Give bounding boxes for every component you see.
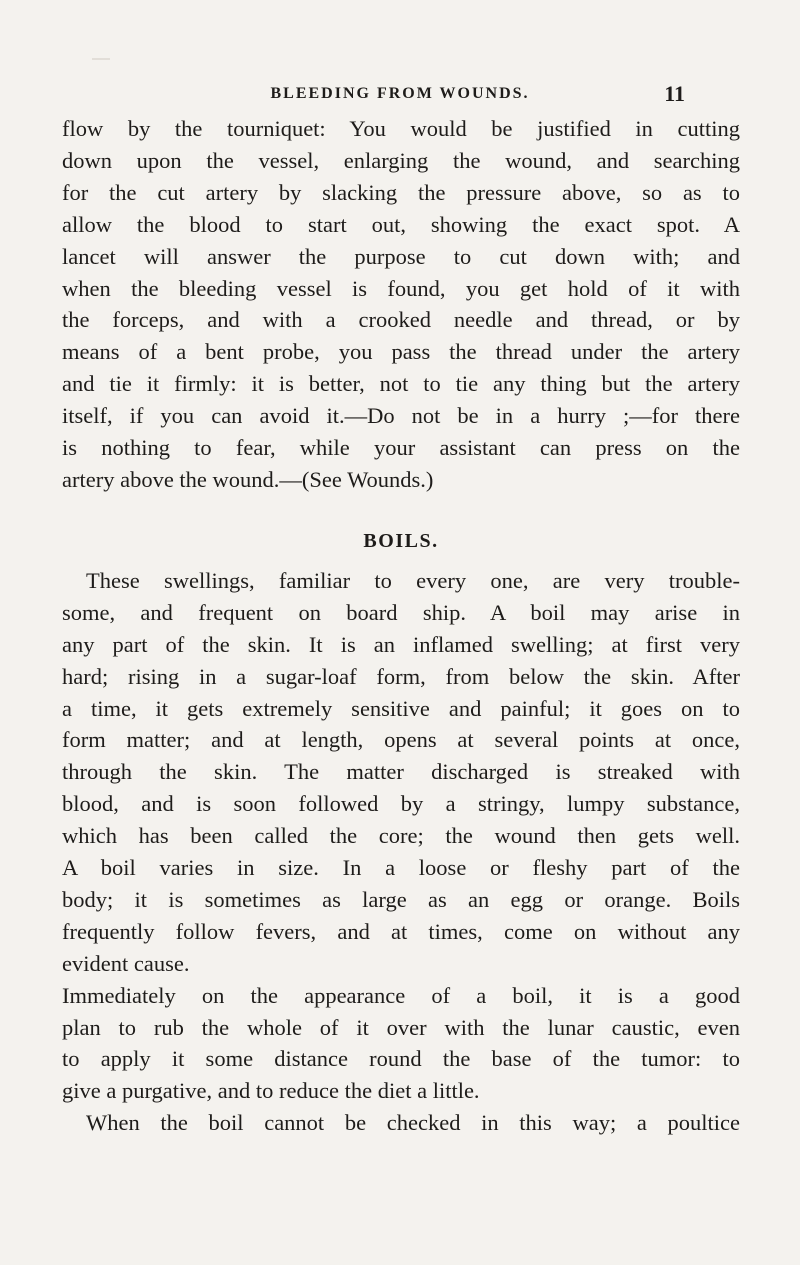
- text-line: artery above the wound.—(See Wounds.): [62, 466, 434, 492]
- text-line: any part of the skin. It is an inflamed swelling; at first very: [62, 631, 740, 657]
- text-line: When the boil cannot be checked in this way; a poultice: [86, 1110, 740, 1136]
- text-line: give a purgative, and to reduce the diet a little.: [62, 1078, 480, 1104]
- text-line: a time, it gets extremely sensitive and painful; it goes on to: [62, 695, 740, 721]
- text-line: the forceps, and with a crooked needle and thread, or by: [62, 307, 740, 333]
- text-line: down upon the vessel, enlarging the wound, and searching: [62, 147, 740, 173]
- section-heading: BOILS.: [363, 529, 439, 552]
- text-line: lancet will answer the purpose to cut down with; and: [62, 243, 740, 269]
- text-line: flow by the tourniquet: You would be justified in cutting: [62, 116, 740, 141]
- paragraph: [62, 113, 740, 496]
- text-line: These swellings, familiar to every one, are very trouble-: [86, 567, 740, 593]
- text-line: body; it is sometimes as large as an egg or orange. Boils: [62, 886, 740, 912]
- paragraph: [62, 565, 740, 980]
- text-line: evident cause.: [62, 950, 190, 976]
- text-line: for the cut artery by slacking the pressure above, so as to: [62, 179, 740, 205]
- text-line: which has been called the core; the wound then gets well.: [62, 823, 740, 849]
- text-line: itself, if you can avoid it.—Do not be in a hurry ;—for there: [62, 403, 740, 429]
- text-line: means of a bent probe, you pass the thread under the artery: [62, 339, 740, 365]
- text-line: A boil varies in size. In a loose or fleshy part of the: [62, 855, 740, 881]
- paper-mark: [92, 58, 110, 60]
- text-line: and tie it firmly: it is better, not to tie any thing but the artery: [62, 371, 740, 397]
- running-head: [120, 79, 685, 109]
- text-line: form matter; and at length, opens at several points at once,: [62, 727, 740, 753]
- paragraph: [62, 1107, 740, 1139]
- running-title: BLEEDING FROM WOUNDS.: [270, 85, 530, 102]
- text-line: to apply it some distance round the base of the tumor: to: [62, 1046, 740, 1072]
- text-line: hard; rising in a sugar-loaf form, from below the skin. After: [62, 663, 740, 689]
- body-text: [62, 113, 740, 1139]
- page-number: 11: [664, 81, 685, 106]
- text-line: frequently follow fevers, and at times, come on without any: [62, 918, 740, 944]
- text-line: blood, and is soon followed by a stringy, lumpy substance,: [62, 791, 740, 817]
- text-line: Immediately on the appearance of a boil, it is a good: [62, 982, 740, 1008]
- text-line: plan to rub the whole of it over with the lunar caustic, even: [62, 1014, 740, 1040]
- text-line: is nothing to fear, while your assistant can press on the: [62, 435, 740, 461]
- paragraph: [62, 980, 740, 1108]
- text-line: through the skin. The matter discharged is streaked with: [62, 759, 740, 785]
- text-line: allow the blood to start out, showing the exact spot. A: [62, 211, 740, 237]
- text-line: when the bleeding vessel is found, you get hold of it with: [62, 275, 740, 301]
- text-line: some, and frequent on board ship. A boil may arise in: [62, 599, 740, 625]
